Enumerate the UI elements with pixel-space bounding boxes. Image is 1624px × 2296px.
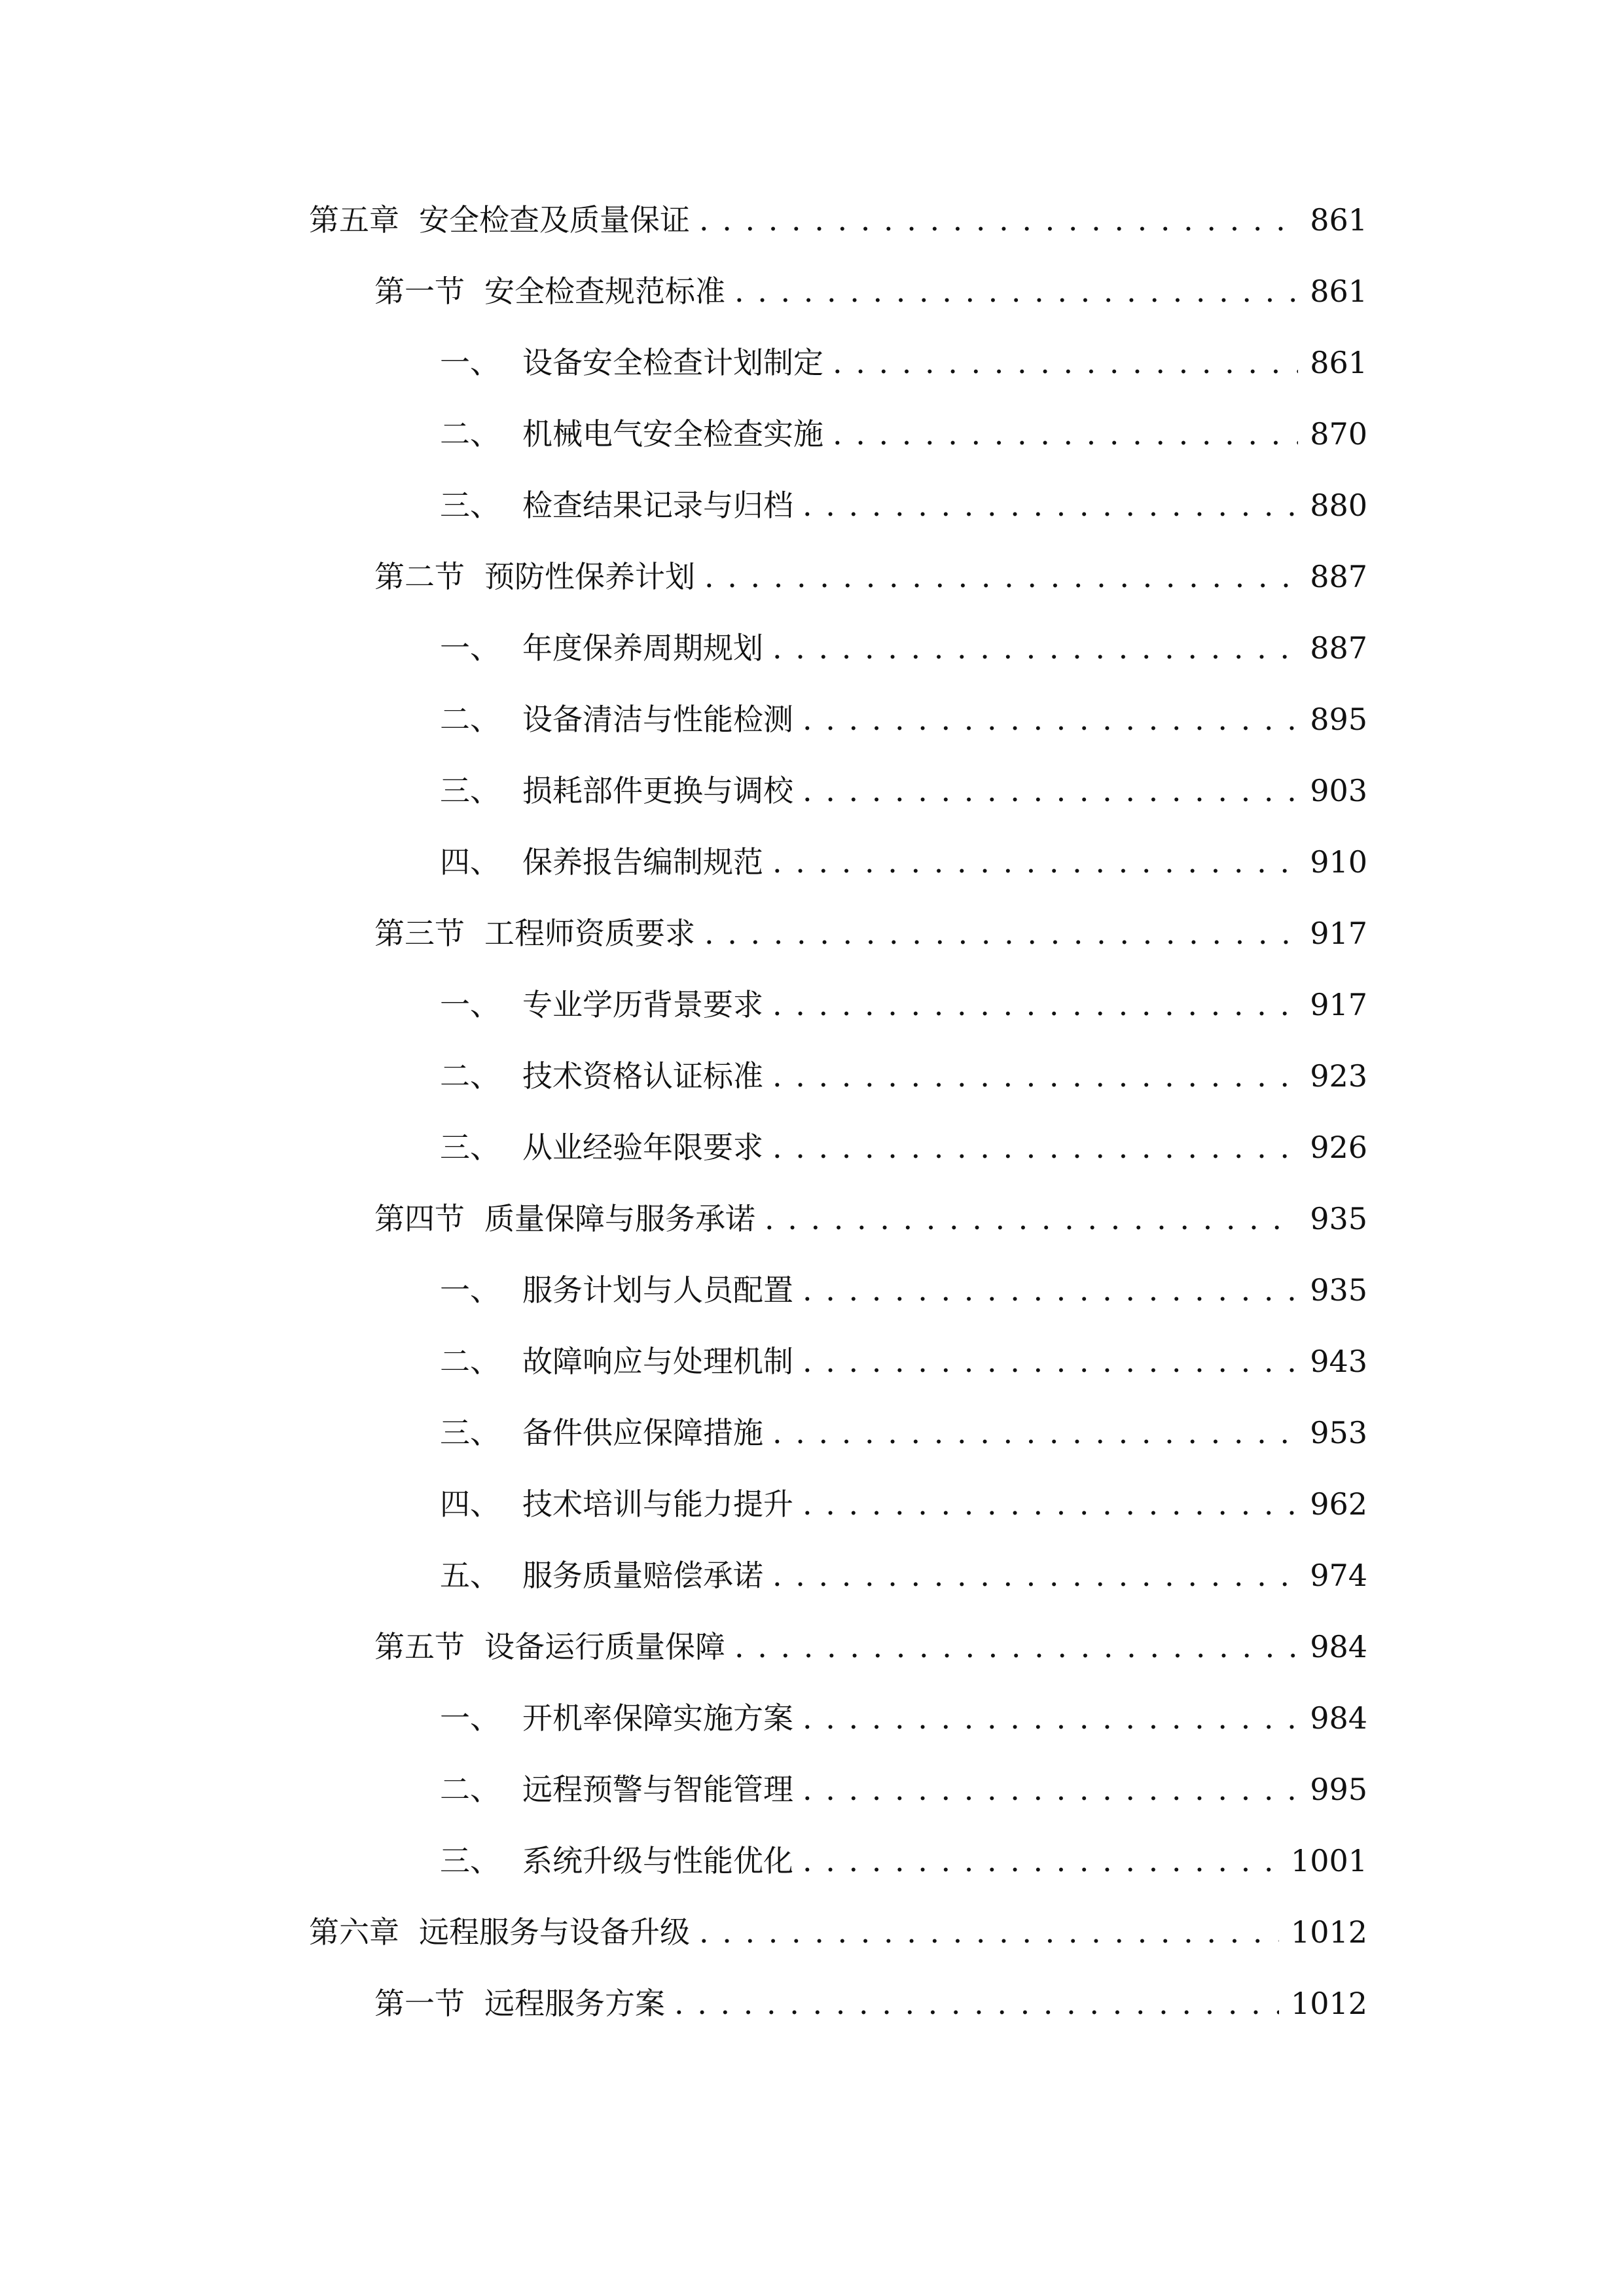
toc-entry[interactable] — [440, 622, 1367, 674]
toc-entry-title: 设备安全检查计划制定 — [522, 345, 823, 380]
toc-entry[interactable] — [374, 1977, 1367, 2030]
toc-entry-page: 887 — [1310, 630, 1367, 666]
toc-entry-number: 二、 — [440, 1344, 500, 1379]
toc-entry[interactable] — [374, 907, 1367, 960]
toc-entry-number: 第一节 — [374, 274, 465, 309]
toc-entry-title: 服务计划与人员配置 — [522, 1272, 793, 1308]
toc-dot-leader — [765, 1193, 1298, 1245]
toc-entry-title: 系统升级与性能优化 — [522, 1843, 793, 1878]
toc-dot-leader — [803, 1264, 1298, 1316]
toc-entry-page: 917 — [1310, 987, 1367, 1022]
toc-entry[interactable] — [440, 1763, 1367, 1816]
toc-dot-leader — [803, 764, 1298, 817]
toc-entry-page: 974 — [1310, 1558, 1367, 1593]
toc-entry-number: 三、 — [440, 773, 500, 808]
toc-entry-page: 861 — [1310, 345, 1367, 380]
toc-entry-title: 安全检查及质量保证 — [419, 202, 690, 238]
toc-dot-leader — [772, 1050, 1298, 1102]
toc-dot-leader — [772, 1549, 1298, 1602]
toc-entry[interactable] — [309, 194, 1367, 246]
toc-entry[interactable] — [440, 978, 1367, 1031]
toc-entry-number: 第一节 — [374, 1986, 465, 2021]
toc-entry-page: 962 — [1310, 1486, 1367, 1522]
toc-entry-number: 一、 — [440, 1700, 500, 1736]
toc-entry-page: 903 — [1310, 773, 1367, 808]
toc-entry[interactable] — [440, 1549, 1367, 1602]
toc-entry[interactable] — [374, 1193, 1367, 1245]
toc-entry-page: 943 — [1310, 1344, 1367, 1379]
toc-dot-leader — [772, 978, 1298, 1031]
toc-entry-title: 年度保养周期规划 — [522, 630, 763, 666]
toc-dot-leader — [833, 408, 1298, 460]
toc-dot-leader — [803, 1692, 1298, 1744]
toc-dot-leader — [699, 1906, 1279, 1958]
toc-entry-title: 技术资格认证标准 — [522, 1058, 763, 1094]
toc-entry-page: 923 — [1310, 1058, 1367, 1094]
toc-entry-number: 三、 — [440, 1130, 500, 1165]
toc-entry-number: 三、 — [440, 1843, 500, 1878]
toc-entry[interactable] — [440, 479, 1367, 531]
toc-entry[interactable] — [440, 693, 1367, 745]
toc-entry-number: 第五节 — [374, 1629, 465, 1664]
toc-entry[interactable] — [440, 1478, 1367, 1530]
toc-entry[interactable] — [440, 1835, 1367, 1887]
toc-entry-number: 一、 — [440, 987, 500, 1022]
toc-dot-leader — [734, 265, 1298, 317]
toc-entry[interactable] — [374, 265, 1367, 317]
toc-entry-number: 第四节 — [374, 1201, 465, 1236]
toc-entry-number: 三、 — [440, 488, 500, 523]
toc-entry-title: 远程服务方案 — [484, 1986, 665, 2021]
toc-entry[interactable] — [440, 336, 1367, 389]
toc-entry-title: 安全检查规范标准 — [484, 274, 725, 309]
toc-entry-number: 二、 — [440, 416, 500, 452]
toc-entry-page: 984 — [1310, 1629, 1367, 1664]
toc-entry[interactable] — [440, 836, 1367, 888]
toc-entry-number: 第五章 — [309, 202, 399, 238]
toc-entry-number: 五、 — [440, 1558, 500, 1593]
toc-entry-page: 984 — [1310, 1700, 1367, 1736]
toc-entry[interactable] — [440, 1407, 1367, 1459]
toc-entry[interactable] — [374, 1621, 1367, 1673]
toc-entry[interactable] — [440, 1335, 1367, 1388]
toc-entry-page: 861 — [1310, 274, 1367, 309]
toc-entry-title: 设备运行质量保障 — [484, 1629, 725, 1664]
toc-entry[interactable] — [374, 550, 1367, 603]
toc-entry-title: 服务质量赔偿承诺 — [522, 1558, 763, 1593]
toc-entry-title: 检查结果记录与归档 — [522, 488, 793, 523]
toc-dot-leader — [803, 1763, 1298, 1816]
toc-entry-number: 一、 — [440, 630, 500, 666]
toc-entry-number: 一、 — [440, 345, 500, 380]
toc-entry-title: 技术培训与能力提升 — [522, 1486, 793, 1522]
toc-dot-leader — [674, 1977, 1279, 2030]
toc-entry-page: 995 — [1310, 1772, 1367, 1807]
toc-dot-leader — [734, 1621, 1298, 1673]
toc-entry-number: 三、 — [440, 1415, 500, 1450]
toc-dot-leader — [803, 479, 1298, 531]
toc-entry-title: 预防性保养计划 — [484, 559, 695, 594]
toc-entry-title: 开机率保障实施方案 — [522, 1700, 793, 1736]
toc-entry[interactable] — [440, 764, 1367, 817]
toc-entry-page: 887 — [1310, 559, 1367, 594]
toc-entry-title: 故障响应与处理机制 — [522, 1344, 793, 1379]
toc-dot-leader — [803, 1835, 1279, 1887]
toc-dot-leader — [772, 836, 1298, 888]
toc-dot-leader — [704, 907, 1298, 960]
toc-entry-page: 917 — [1310, 916, 1367, 951]
toc-dot-leader — [833, 336, 1298, 389]
toc-entry-page: 870 — [1310, 416, 1367, 452]
toc-entry-page: 1012 — [1290, 1914, 1367, 1950]
toc-entry[interactable] — [440, 408, 1367, 460]
toc-entry-title: 机械电气安全检查实施 — [522, 416, 823, 452]
toc-entry-title: 工程师资质要求 — [484, 916, 695, 951]
toc-entry-page: 1012 — [1290, 1986, 1367, 2021]
toc-entry-title: 保养报告编制规范 — [522, 844, 763, 880]
toc-entry-page: 880 — [1310, 488, 1367, 523]
toc-entry-page: 935 — [1310, 1201, 1367, 1236]
toc-entry-number: 二、 — [440, 1058, 500, 1094]
toc-entry-page: 1001 — [1290, 1843, 1367, 1878]
toc-entry-title: 从业经验年限要求 — [522, 1130, 763, 1165]
toc-entry[interactable] — [440, 1692, 1367, 1744]
toc-entry[interactable] — [440, 1050, 1367, 1102]
toc-dot-leader — [699, 194, 1298, 246]
toc-entry-number: 二、 — [440, 1772, 500, 1807]
toc-dot-leader — [704, 550, 1298, 603]
toc-dot-leader — [803, 1478, 1298, 1530]
toc-entry-page: 953 — [1310, 1415, 1367, 1450]
toc-entry-number: 四、 — [440, 844, 500, 880]
toc-entry-title: 专业学历背景要求 — [522, 987, 763, 1022]
toc-dot-leader — [772, 1407, 1298, 1459]
toc-entry[interactable] — [309, 1906, 1367, 1958]
toc-entry-number: 一、 — [440, 1272, 500, 1308]
toc-entry-page: 935 — [1310, 1272, 1367, 1308]
toc-entry-number: 四、 — [440, 1486, 500, 1522]
toc-entry-title: 备件供应保障措施 — [522, 1415, 763, 1450]
toc-entry-number: 第二节 — [374, 559, 465, 594]
toc-entry-number: 第三节 — [374, 916, 465, 951]
toc-entry-number: 二、 — [440, 702, 500, 737]
toc-entry-number: 第六章 — [309, 1914, 399, 1950]
toc-dot-leader — [772, 1121, 1298, 1174]
toc-entry[interactable] — [440, 1121, 1367, 1174]
toc-entry-page: 926 — [1310, 1130, 1367, 1165]
toc-entry-page: 910 — [1310, 844, 1367, 880]
toc-entry-page: 861 — [1310, 202, 1367, 238]
toc-entry-title: 远程服务与设备升级 — [419, 1914, 690, 1950]
toc-entry[interactable] — [440, 1264, 1367, 1316]
toc-entry-title: 损耗部件更换与调校 — [522, 773, 793, 808]
toc-entry-title: 远程预警与智能管理 — [522, 1772, 793, 1807]
toc-dot-leader — [803, 1335, 1298, 1388]
toc-entry-page: 895 — [1310, 702, 1367, 737]
toc-dot-leader — [772, 622, 1298, 674]
toc-entry-title: 质量保障与服务承诺 — [484, 1201, 755, 1236]
toc-dot-leader — [803, 693, 1298, 745]
toc-entry-title: 设备清洁与性能检测 — [522, 702, 793, 737]
